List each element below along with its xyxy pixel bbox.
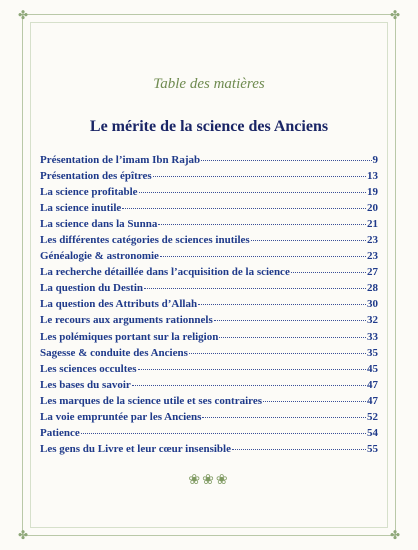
toc-leader-dots <box>291 272 366 273</box>
toc-entry-title: Sagesse & conduite des Anciens <box>40 346 188 359</box>
toc-entry-title: La science dans la Sunna <box>40 218 158 231</box>
toc-entry-page: 35 <box>367 346 378 359</box>
toc-entry[interactable] <box>40 312 378 328</box>
toc-entry-title: Présentation de l’imam Ibn Rajab <box>40 154 201 166</box>
toc-entry-title: La question du Destin <box>40 282 144 295</box>
toc-entry-title: Présentation des épîtres <box>40 170 152 183</box>
toc-entry-page: 47 <box>367 378 378 391</box>
toc-entry[interactable] <box>40 393 378 409</box>
toc-leader-dots <box>138 369 366 370</box>
corner-ornament-icon: ✤ <box>17 8 29 22</box>
toc-entry-title: Les marques de la science utile et ses contraires <box>40 394 262 407</box>
toc-entry[interactable] <box>40 425 378 441</box>
toc-entry[interactable] <box>40 216 378 232</box>
toc-entry-title: La science inutile <box>40 202 122 215</box>
toc-entry-title: Les polémiques portant sur la religion <box>40 330 219 343</box>
toc-entry-title: Les sciences occultes <box>40 362 137 375</box>
toc-entry-title: Patience <box>40 426 80 439</box>
toc-leader-dots <box>122 208 366 209</box>
toc-entry-title: Les différentes catégories de sciences inutiles <box>40 234 250 247</box>
corner-ornament-icon: ✤ <box>17 528 29 542</box>
toc-entry-page: 33 <box>367 330 378 343</box>
toc-entry[interactable] <box>40 361 378 377</box>
toc-leader-dots <box>153 176 366 177</box>
toc-leader-dots <box>232 449 366 450</box>
toc-entry[interactable] <box>40 296 378 312</box>
toc-entry-page: 47 <box>367 394 378 407</box>
toc-entry-page: 23 <box>367 234 378 247</box>
toc-entry[interactable] <box>40 232 378 248</box>
toc-leader-dots <box>214 320 366 321</box>
toc-leader-dots <box>202 417 366 418</box>
table-of-contents <box>40 152 378 457</box>
toc-leader-dots <box>132 385 366 386</box>
toc-entry[interactable] <box>40 441 378 457</box>
toc-entry-page: 52 <box>367 410 378 423</box>
toc-leader-dots <box>144 288 366 289</box>
toc-entry[interactable] <box>40 280 378 296</box>
toc-leader-dots <box>189 353 366 354</box>
toc-entry-title: La voie empruntée par les Anciens <box>40 410 202 423</box>
toc-entry-page: 9 <box>372 154 378 166</box>
section-title: Table des matières <box>153 76 265 92</box>
toc-leader-dots <box>139 192 366 193</box>
toc-entry[interactable] <box>40 329 378 345</box>
toc-entry-title: La question des Attributs d’Allah <box>40 298 198 311</box>
toc-leader-dots <box>160 256 366 257</box>
toc-entry-page: 54 <box>367 426 378 439</box>
toc-leader-dots <box>219 337 366 338</box>
toc-entry-page: 28 <box>367 282 378 295</box>
triple-flower-ornament-icon: ❀❀❀ <box>188 473 230 488</box>
toc-entry[interactable] <box>40 248 378 264</box>
toc-entry-page: 30 <box>367 298 378 311</box>
toc-leader-dots <box>158 224 366 225</box>
toc-entry[interactable] <box>40 168 378 184</box>
toc-entry-title: Le recours aux arguments rationnels <box>40 314 213 327</box>
toc-entry-page: 19 <box>367 186 378 199</box>
toc-entry-page: 32 <box>367 314 378 327</box>
toc-leader-dots <box>251 240 366 241</box>
toc-entry[interactable] <box>40 409 378 425</box>
toc-entry-title: Généalogie & astronomie <box>40 250 159 263</box>
toc-leader-dots <box>263 401 366 402</box>
toc-entry-title: La recherche détaillée dans l’acquisition de la science <box>40 266 290 279</box>
toc-entry-title: Les gens du Livre et leur cœur insensible <box>40 442 231 455</box>
corner-ornament-icon: ✤ <box>389 8 401 22</box>
toc-entry-title: Les bases du savoir <box>40 378 131 391</box>
book-title: Le mérite de la science des Anciens <box>89 118 329 135</box>
toc-entry-page: 20 <box>367 202 378 215</box>
toc-leader-dots <box>201 160 371 161</box>
toc-entry-page: 45 <box>367 362 378 375</box>
toc-entry-title: La science profitable <box>40 186 138 199</box>
toc-entry[interactable] <box>40 184 378 200</box>
toc-leader-dots <box>198 304 366 305</box>
toc-leader-dots <box>81 433 366 434</box>
corner-ornament-icon: ✤ <box>389 528 401 542</box>
toc-entry[interactable] <box>40 345 378 361</box>
toc-entry[interactable] <box>40 152 378 168</box>
toc-entry-page: 27 <box>367 266 378 279</box>
toc-entry[interactable] <box>40 377 378 393</box>
toc-entry-page: 23 <box>367 250 378 263</box>
toc-entry-page: 21 <box>367 218 378 231</box>
toc-entry[interactable] <box>40 264 378 280</box>
toc-entry[interactable] <box>40 200 378 216</box>
toc-entry-page: 13 <box>367 170 378 183</box>
toc-entry-page: 55 <box>367 442 378 455</box>
